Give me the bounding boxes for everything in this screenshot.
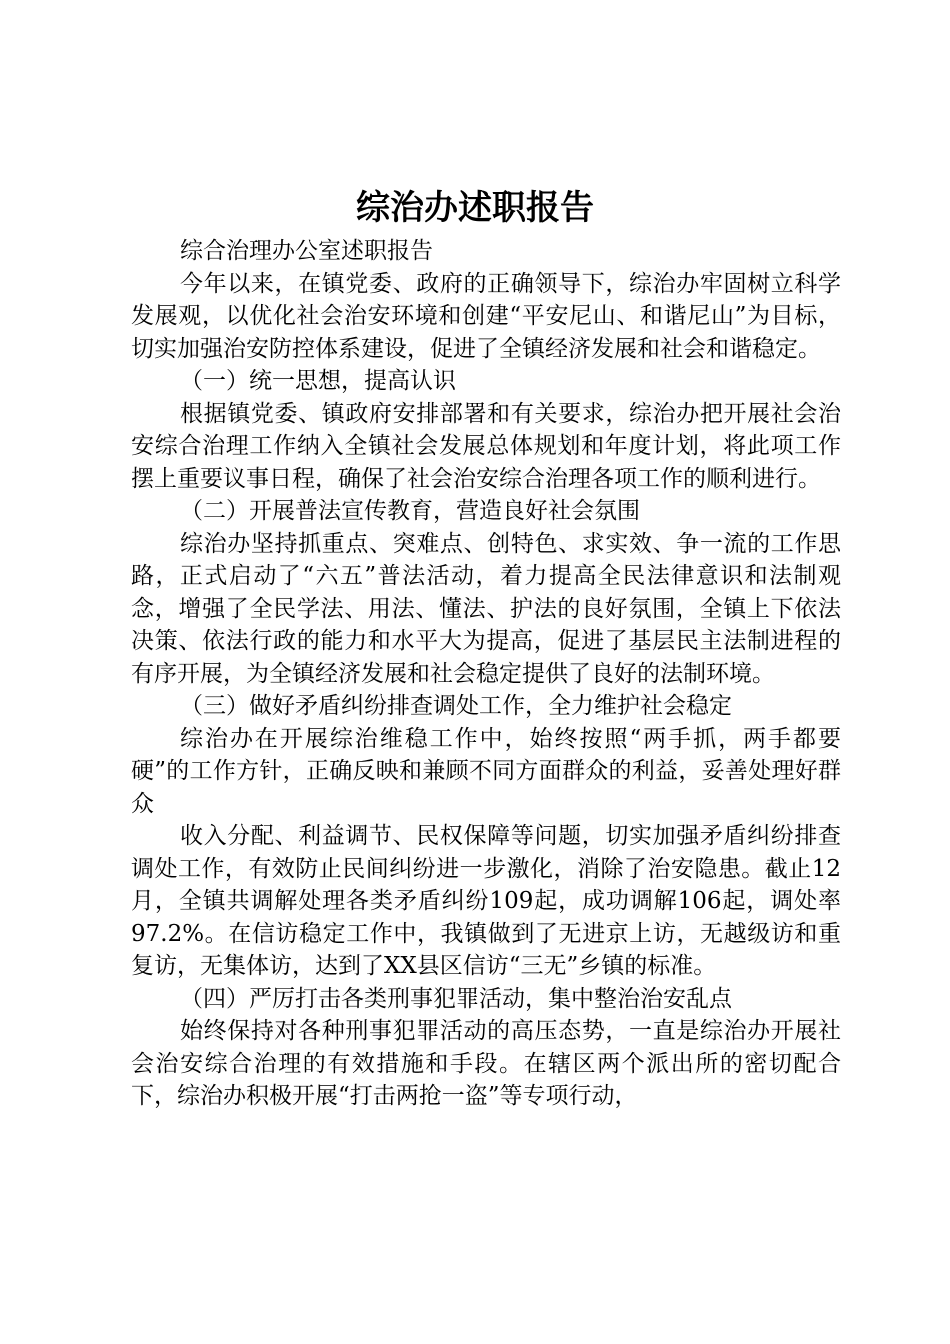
section-heading-4: （四）严厉打击各类刑事犯罪活动，集中整治治安乱点 <box>180 985 732 1012</box>
section-paragraph-3a: 综治办在开展综治维稳工作中，始终按照“两手抓，两手都要硬”的工作方针，正确反映和兼顾不同方面群众的利益，妥善处理好群众 <box>131 725 841 817</box>
document-body <box>131 235 841 1113</box>
intro-paragraph: 今年以来，在镇党委、政府的正确领导下，综治办牢固树立科学发展观，以优化社会治安环境和创建“平安尼山、和谐尼山”为目标，切实加强治安防控体系建设，促进了全镇经济发展和社会和谐稳定。 <box>131 270 841 362</box>
section-paragraph-2: 综治办坚持抓重点、突难点、创特色、求实效、争一流的工作思路，正式启动了“六五”普法活动，着力提高全民法律意识和法制观念，增强了全民学法、用法、懂法、护法的良好氛围，全镇上下依法决策、依法行政的能力和水平大为提高，促进了基层民主法制进程的有序开展，为全镇经济发展和社会稳定提供了良好的法制环境。 <box>131 530 841 687</box>
section-paragraph-4: 始终保持对各种刑事犯罪活动的高压态势，一直是综治办开展社会治安综合治理的有效措施和手段。在辖区两个派出所的密切配合下，综治办积极开展“打击两抢一盗”等专项行动， <box>131 1018 841 1109</box>
section-heading-3: （三）做好矛盾纠纷排查调处工作，全力维护社会稳定 <box>180 693 732 719</box>
section-paragraph-1: 根据镇党委、镇政府安排部署和有关要求，综治办把开展社会治安综合治理工作纳入全镇社会发展总体规划和年度计划，将此项工作摆上重要议事日程，确保了社会治安综合治理各项工作的顺利进行。 <box>131 400 841 492</box>
subtitle-paragraph: 综合治理办公室述职报告 <box>180 238 433 264</box>
section-heading-1: （一）统一思想，提高认识 <box>180 368 456 394</box>
section-paragraph-3b: 收入分配、利益调节、民权保障等问题，切实加强矛盾纠纷排查调处工作，有效防止民间纠纷进一步激化，消除了治安隐患。截止12月，全镇共调解处理各类矛盾纠纷109起，成功调解106起，调处率97.2%。在信访稳定工作中，我镇做到了无进京上访，无越级访和重复访，无集体访，达到了XX县区信访“三无”乡镇的标准。 <box>131 823 841 979</box>
document-title: 综治办述职报告 <box>356 188 594 228</box>
section-heading-2: （二）开展普法宣传教育，营造良好社会氛围 <box>180 498 640 524</box>
